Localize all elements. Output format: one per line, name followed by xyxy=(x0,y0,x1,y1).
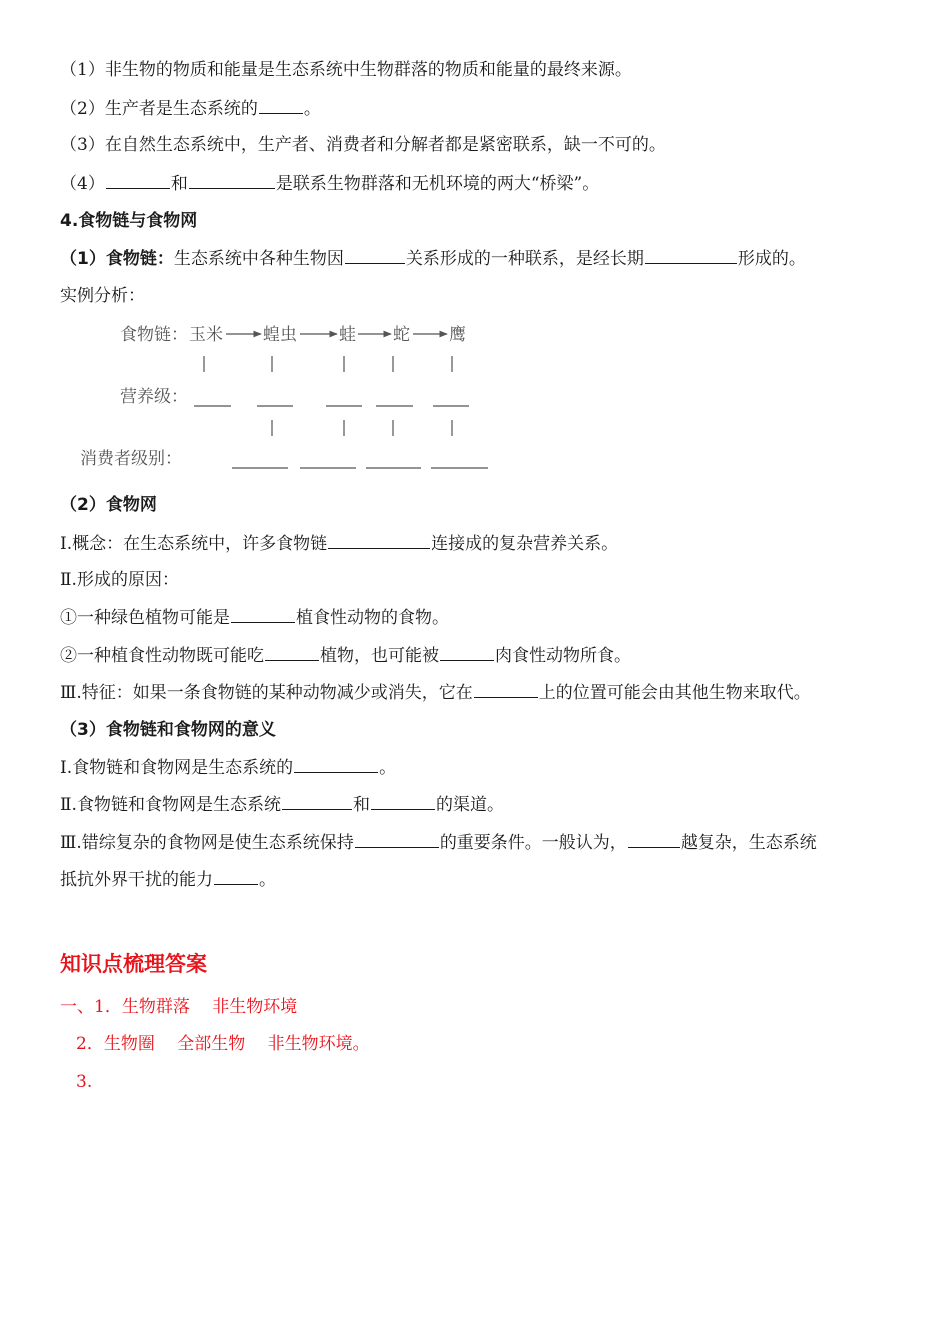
fill-blank[interactable] xyxy=(645,246,737,264)
reason-1 xyxy=(60,605,449,630)
reason-2 xyxy=(60,643,631,668)
fill-blank[interactable] xyxy=(231,605,295,623)
reason-2-c: 肉食性动物所食。 xyxy=(495,646,631,666)
item-4-and: 和 xyxy=(170,174,188,194)
food-chain-label: （1）食物链： xyxy=(60,249,174,269)
sig-3-e: 。 xyxy=(259,870,276,890)
organism-eagle: 鹰 xyxy=(449,325,466,345)
sig-2-c: 的渠道。 xyxy=(435,795,504,815)
reason-1-b: 植食性动物的食物。 xyxy=(296,608,449,628)
significance-3-cont xyxy=(60,867,276,892)
answer-1: 一、1．生物群落 非生物环境 xyxy=(60,997,298,1017)
connector-lines-top xyxy=(204,356,452,372)
consumer-level-label: 消费者级别： xyxy=(80,449,182,469)
food-chain-definition xyxy=(60,246,806,271)
significance-2 xyxy=(60,792,504,817)
food-chain-text-c: 形成的。 xyxy=(737,249,806,269)
fill-blank[interactable] xyxy=(628,830,680,848)
chain-label: 食物链： xyxy=(120,325,188,345)
food-chain-diagram xyxy=(76,316,516,476)
example-label: 实例分析： xyxy=(60,286,145,306)
fill-blank[interactable] xyxy=(189,171,275,189)
fill-blank[interactable] xyxy=(355,830,439,848)
organism-locust: 蝗虫 xyxy=(263,325,297,345)
fill-blank[interactable] xyxy=(294,755,378,773)
organism-frog: 蛙 xyxy=(339,325,356,345)
sig-3-b: 的重要条件。一般认为， xyxy=(439,833,627,853)
fill-blank[interactable] xyxy=(440,643,494,661)
sig-3-d: 抵抗外界干扰的能力 xyxy=(60,870,213,890)
food-web-concept xyxy=(60,531,618,556)
fill-blank[interactable] xyxy=(214,867,258,885)
organism-snake: 蛇 xyxy=(393,325,410,345)
answers-heading: 知识点梳理答案 xyxy=(60,952,207,976)
item-2-text: （2）生产者是生态系统的 xyxy=(60,99,258,119)
item-2-end: 。 xyxy=(303,99,321,119)
fill-blank[interactable] xyxy=(474,680,538,698)
reason-2-b: 植物，也可能被 xyxy=(320,646,439,666)
fill-blank[interactable] xyxy=(106,171,170,189)
fill-blank[interactable] xyxy=(371,792,435,810)
trophic-level-label: 营养级： xyxy=(120,387,188,407)
food-web-reason-heading: Ⅱ.形成的原因： xyxy=(60,570,179,590)
significance-1 xyxy=(60,755,396,780)
reason-1-a: ①一种绿色植物可能是 xyxy=(60,608,230,628)
item-1: （1）非生物的物质和能量是生态系统中生物群落的物质和能量的最终来源。 xyxy=(60,60,632,80)
feature-b: 上的位置可能会由其他生物来取代。 xyxy=(538,683,811,703)
sig-2-b: 和 xyxy=(352,795,370,815)
answer-2: 2．生物圈 全部生物 非生物环境。 xyxy=(76,1034,370,1054)
significance-3 xyxy=(60,830,817,855)
significance-heading: （3）食物链和食物网的意义 xyxy=(60,720,276,740)
item-3: （3）在自然生态系统中，生产者、消费者和分解者都是紧密联系，缺一不可的。 xyxy=(60,135,666,155)
feature-a: Ⅲ.特征：如果一条食物链的某种动物减少或消失，它在 xyxy=(60,683,473,703)
food-web-feature xyxy=(60,680,811,705)
item-4-text: 是联系生物群落和无机环境的两大“桥梁”。 xyxy=(275,174,600,194)
sig-1-b: 。 xyxy=(379,758,397,778)
item-4 xyxy=(60,171,599,196)
sig-2-a: Ⅱ.食物链和食物网是生态系统 xyxy=(60,795,281,815)
section-heading-food-chain-web: 4.食物链与食物网 xyxy=(60,211,198,231)
concept-text-b: 连接成的复杂营养关系。 xyxy=(431,534,619,554)
reason-2-a: ②一种植食性动物既可能吃 xyxy=(60,646,264,666)
organism-corn: 玉米 xyxy=(189,325,223,345)
answer-3: 3. xyxy=(76,1072,93,1092)
food-chain-text-a: 生态系统中各种生物因 xyxy=(173,249,344,269)
item-2 xyxy=(60,96,321,121)
fill-blank[interactable] xyxy=(328,531,430,549)
food-chain-text-b: 关系形成的一种联系，是经长期 xyxy=(405,249,644,269)
concept-text-a: Ⅰ.概念：在生态系统中，许多食物链 xyxy=(60,534,328,554)
food-web-heading: （2）食物网 xyxy=(60,495,157,515)
connector-lines-bottom xyxy=(272,420,452,436)
fill-blank[interactable] xyxy=(259,96,303,114)
sig-1-a: Ⅰ.食物链和食物网是生态系统的 xyxy=(60,758,294,778)
fill-blank[interactable] xyxy=(282,792,352,810)
sig-3-c: 越复杂，生态系统 xyxy=(680,833,817,853)
sig-3-a: Ⅲ.错综复杂的食物网是使生态系统保持 xyxy=(60,833,354,853)
fill-blank[interactable] xyxy=(345,246,405,264)
item-4-num: （4） xyxy=(60,174,105,194)
fill-blank[interactable] xyxy=(265,643,319,661)
